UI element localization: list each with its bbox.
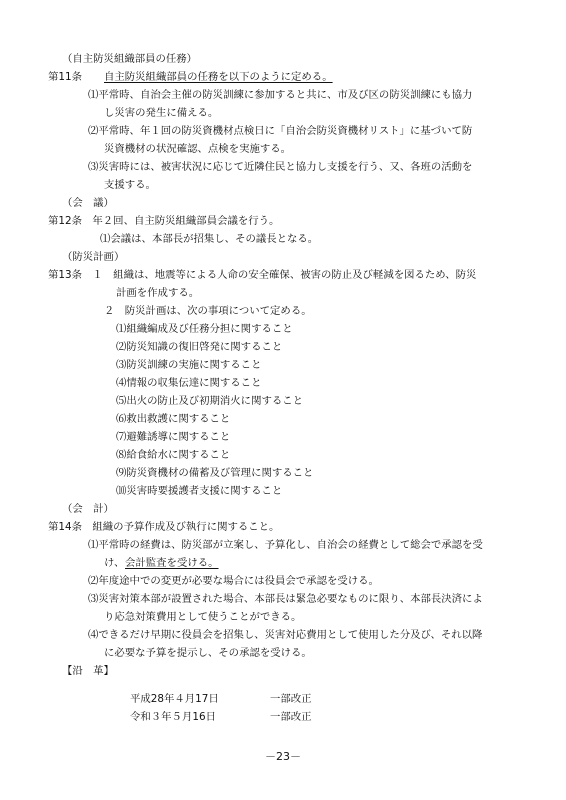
history-heading: 【沿 革】 [62, 665, 114, 677]
article-11-item-2: ⑵平常時、年１回の防災資機材点検日に「自治会防災資機材リスト」に基づいて防 [88, 125, 473, 137]
heading-article-14: （会 計） [62, 503, 114, 515]
article-13-para-2: ２ 防災計画は、次の事項について定める。 [104, 305, 312, 317]
article-14-item-1-cont-b: 会計監査を受ける。 [125, 557, 219, 569]
page-number: －23－ [265, 750, 301, 763]
list-item: ⑹救出救護に関すること [116, 413, 231, 425]
article-11-label: 第11条 [48, 71, 93, 83]
article-14-item-3-cont: り応急対策費用として使うことができる。 [104, 611, 302, 623]
list-item: ⑼防災資機材の備蓄及び管理に関すること [116, 467, 314, 479]
history-date-1: 平成28年４月17日 [130, 693, 219, 705]
list-item: ⑺避難誘導に関すること [116, 431, 231, 443]
list-item: ⑽災害時要援護者支援に関すること [116, 485, 283, 497]
article-14-item-2: ⑵年度途中での変更が必要な場合には役員会で承認を受ける。 [88, 575, 379, 587]
list-item: ⑻給食給水に関すること [116, 449, 231, 461]
article-13-para-1-cont: 計画を作成する。 [116, 287, 200, 299]
article-11-text: 自主防災組織部員の任務を以下のように定める。 [104, 71, 333, 83]
list-item: ⑵防災知識の復旧啓発に関すること [116, 341, 283, 353]
history-note-2: 一部改正 [270, 711, 312, 723]
article-14-item-4-cont: に必要な予算を提示し、その承認を受ける。 [104, 647, 312, 659]
article-12-item-1: ⑴会議は、本部長が招集し、その議長となる。 [100, 233, 319, 245]
list-item: ⑶防災訓練の実施に関すること [116, 359, 262, 371]
article-14-item-1: ⑴平常時の経費は、防災部が立案し、予算化し、自治会の経費として総会で承認を受 [88, 539, 483, 551]
article-14-item-3: ⑶災害対策本部が設置された場合、本部長は緊急必要なものに限り、本部長決済によ [88, 593, 483, 605]
article-14-text: 第14条 組織の予算作成及び執行に関すること。 [48, 521, 280, 533]
article-13-para-1: 第13条 １ 組織は、地震等による人命の安全確保、被害の防止及び軽減を図るため、防災 [48, 269, 477, 281]
heading-article-12: （会 議） [62, 197, 114, 209]
article-12-text: 第12条 年２回、自主防災組織部員会議を行う。 [48, 215, 280, 227]
article-11-item-3-cont: 支援する。 [104, 179, 156, 191]
heading-article-11: （自主防災組織部員の任務） [62, 53, 198, 65]
article-11-item-1: ⑴平常時、自治会主催の防災訓練に参加すると共に、市及び区の防災訓練にも協力 [88, 89, 473, 101]
article-11-item-3: ⑶災害時には、被害状況に応じて近隣住民と協力し支援を行う、又、各班の活動を [88, 161, 473, 173]
list-item: ⑴組織編成及び任務分担に関すること [116, 323, 293, 335]
list-item: ⑷情報の収集伝達に関すること [116, 377, 262, 389]
article-11-item-1-cont: し災害の発生に備える。 [104, 107, 219, 119]
article-14-item-4: ⑷できるだけ早期に役員会を招集し、災害対応費用として使用した分及び、それ以降 [88, 629, 483, 641]
history-note-1: 一部改正 [270, 693, 312, 705]
history-date-2: 令和３年５月16日 [130, 711, 216, 723]
list-item: ⑸出火の防止及び初期消火に関すること [116, 395, 304, 407]
article-11-item-2-cont: 災資機材の状況確認、点検を実施する。 [104, 143, 292, 155]
heading-article-13: （防災計画） [62, 251, 125, 263]
article-14-item-1-cont-a: け、 [104, 557, 125, 569]
